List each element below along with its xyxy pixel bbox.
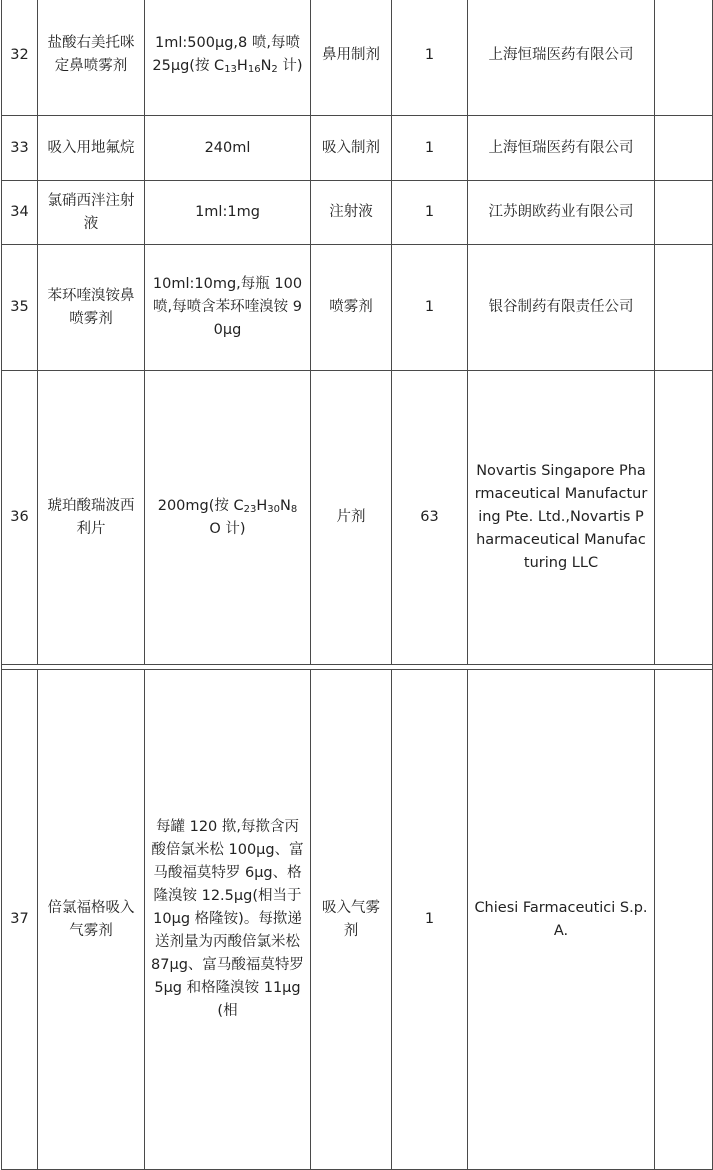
row-index: 37 bbox=[2, 670, 38, 1170]
quantity: 1 bbox=[392, 670, 468, 1170]
dosage-form: 喷雾剂 bbox=[311, 245, 392, 371]
company: 江苏朗欧药业有限公司 bbox=[468, 181, 655, 245]
table-row bbox=[2, 371, 713, 665]
drug-spec: 1ml:500μg,8 喷,每喷 25μg(按 $C_{13}H_{16}N_2$ 计) bbox=[145, 0, 311, 116]
drug-spec: 每罐 120 揿,每揿含丙酸倍氯米松 100μg、富马酸福莫特罗 6μg、格隆溴铵 12.5μg(相当于 10μg 格隆铵)。每揿递送剂量为丙酸倍氯米松 87μg、富马酸福莫特罗 5μg 和格隆溴铵 11μg(相 bbox=[145, 670, 311, 1170]
note bbox=[655, 0, 713, 116]
note bbox=[655, 181, 713, 245]
table-row bbox=[2, 245, 713, 371]
drug-list-table bbox=[1, 0, 713, 1170]
quantity: 1 bbox=[392, 245, 468, 371]
drug-spec: 200mg(按 $C_{23}H_{30}N_8$ O 计) bbox=[145, 371, 311, 665]
dosage-form: 吸入气雾剂 bbox=[311, 670, 392, 1170]
dosage-form: 注射液 bbox=[311, 181, 392, 245]
table-row bbox=[2, 181, 713, 245]
drug-name: 苯环喹溴铵鼻喷雾剂 bbox=[38, 245, 145, 371]
note bbox=[655, 670, 713, 1170]
company: 上海恒瑞医药有限公司 bbox=[468, 116, 655, 181]
drug-name: 盐酸右美托咪定鼻喷雾剂 bbox=[38, 0, 145, 116]
dosage-form: 吸入制剂 bbox=[311, 116, 392, 181]
quantity: 1 bbox=[392, 0, 468, 116]
company: 上海恒瑞医药有限公司 bbox=[468, 0, 655, 116]
row-index: 34 bbox=[2, 181, 38, 245]
note bbox=[655, 371, 713, 665]
row-index: 35 bbox=[2, 245, 38, 371]
table-row bbox=[2, 116, 713, 181]
note bbox=[655, 245, 713, 371]
dosage-form: 片剂 bbox=[311, 371, 392, 665]
drug-spec: 10ml:10mg,每瓶 100 喷,每喷含苯环喹溴铵 90μg bbox=[145, 245, 311, 371]
quantity: 1 bbox=[392, 181, 468, 245]
row-index: 33 bbox=[2, 116, 38, 181]
quantity: 1 bbox=[392, 116, 468, 181]
drug-name: 倍氯福格吸入气雾剂 bbox=[38, 670, 145, 1170]
dosage-form: 鼻用制剂 bbox=[311, 0, 392, 116]
table-row bbox=[2, 0, 713, 116]
company: Chiesi Farmaceutici S.p.A. bbox=[468, 670, 655, 1170]
company: Novartis Singapore Pharmaceutical Manufacturing Pte. Ltd.,Novartis Pharmaceutical Manufacturing LLC bbox=[468, 371, 655, 665]
note bbox=[655, 116, 713, 181]
company: 银谷制药有限责任公司 bbox=[468, 245, 655, 371]
drug-name: 氯硝西泮注射液 bbox=[38, 181, 145, 245]
drug-spec: 1ml:1mg bbox=[145, 181, 311, 245]
drug-name: 琥珀酸瑞波西利片 bbox=[38, 371, 145, 665]
drug-spec: 240ml bbox=[145, 116, 311, 181]
drug-name: 吸入用地氟烷 bbox=[38, 116, 145, 181]
quantity: 63 bbox=[392, 371, 468, 665]
table-row bbox=[2, 670, 713, 1170]
row-index: 32 bbox=[2, 0, 38, 116]
row-index: 36 bbox=[2, 371, 38, 665]
